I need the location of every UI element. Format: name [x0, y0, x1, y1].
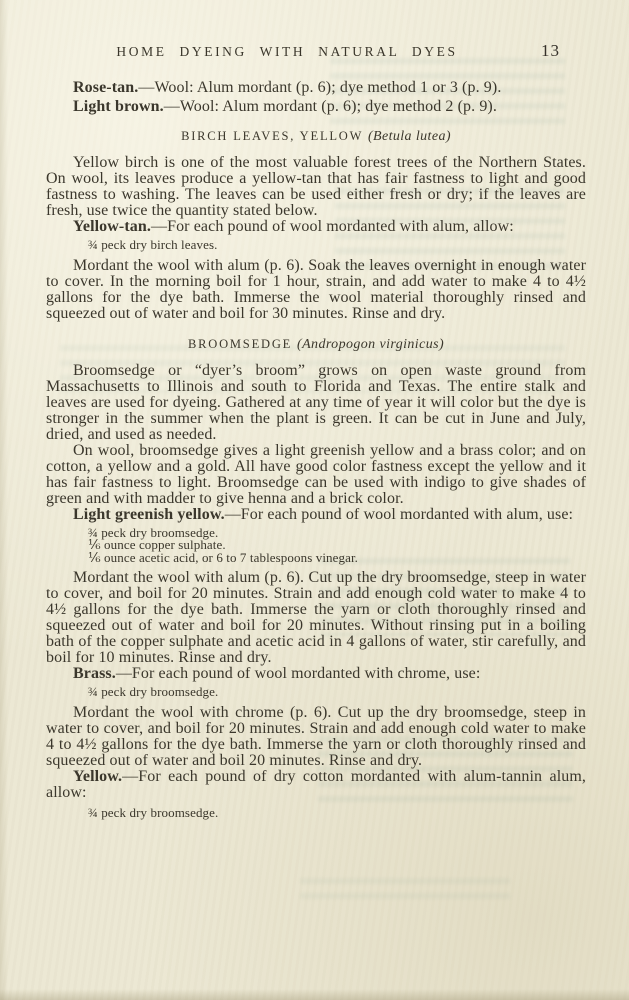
recipe-intro-text: —For each pound of wool mordanted with alum, use:: [224, 505, 574, 523]
section-heading-broomsedge: [46, 337, 586, 353]
ingredient-item: ¾ peck dry broomsedge.: [88, 804, 219, 820]
ingredient-item: ¾ peck dry broomsedge.: [88, 684, 219, 699]
broomsedge-recipe-brass: [46, 666, 586, 682]
ingredient-list-birch: [88, 239, 586, 252]
page-content: [46, 41, 586, 825]
recipe-intro-text: —For each pound of wool mordanted with chrome, use:: [115, 665, 481, 682]
ingredient-item: ¾ peck dry broomsedge.: [88, 524, 219, 540]
bleed-through-ghost-text: [300, 878, 510, 908]
running-header: [46, 41, 586, 62]
broomsedge-recipe-light-greenish-yellow: [46, 507, 586, 523]
ingredient-list-yellow: [88, 804, 586, 820]
ingredient-list-greenish-yellow: [88, 524, 586, 565]
dye-summary-list: [46, 78, 586, 116]
broomsedge-paragraph-directions-chrome: Mordant the wool with chrome (p. 6). Cut up the dry broomsedge, steep in water to cover, and boil for 20 minutes. Strain and add enough cold water to make 4 to 4½ gallons for the dye bath. Immerse the yarn or cloth thoroughly rinsed and squeezed out of water and boil 20 minutes. Rinse and dry.: [46, 703, 586, 769]
section-heading-name: BIRCH LEAVES, YELLOW: [181, 129, 364, 143]
dye-entry-light-brown: [46, 97, 586, 116]
latin-species-name: (Betula lutea): [367, 129, 451, 144]
dye-entry-text: —Wool: Alum mordant (p. 6); dye method 2 (p. 9).: [163, 98, 497, 115]
dye-color-name: Yellow-tan.: [73, 218, 151, 235]
birch-paragraph-description: Yellow birch is one of the most valuable forest trees of the Northern States. On wool, its leaves produce a yellow-tan that has fair fastness to light and good fastness to washing. The leaves can be used either fresh or dry; if the leaves are fresh, use twice the quantity stated below.: [46, 154, 586, 219]
section-heading-birch-leaves: [46, 129, 586, 145]
dye-entry-text: —Wool: Alum mordant (p. 6); dye method 1 or 3 (p. 9).: [138, 79, 502, 96]
dye-entry-rose-tan: [46, 78, 586, 97]
dye-color-name: Yellow.: [73, 767, 123, 785]
broomsedge-paragraph-description: Broomsedge or “dyer’s broom” grows on open waste ground from Massachusetts to Illinois and south to Florida and Texas. The entire stalk and leaves are used for dyeing. Gathered at any time of year it will color but the dye is stronger in the summer when the plant is green. It can be cut in June and July, dried, and used as needed.: [46, 361, 586, 443]
ingredient-item: ⅙ ounce copper sulphate.: [88, 537, 226, 552]
dye-color-name: Rose-tan.: [73, 79, 139, 96]
broomsedge-paragraph-colors: On wool, broomsedge gives a light greenish yellow and a brass color; and on cotton, a yellow and a gold. All have good color fastness except the yellow and it has fair fastness to light. Broomsedge can be used with indigo to give shades of green and with madder to give henna and a brick color.: [46, 441, 586, 507]
recipe-intro-text: —For each pound of wool mordanted with alum, allow:: [150, 218, 514, 235]
ingredient-item: ¾ peck dry birch leaves.: [88, 237, 218, 252]
dye-color-name: Light brown.: [73, 98, 164, 115]
broomsedge-recipe-yellow: [46, 769, 586, 801]
birch-paragraph-directions: Mordant the wool with alum (p. 6). Soak the leaves overnight in enough water to cover. In the morning boil for 1 hour, strain, and add water to make 4 to 4½ gallons for the dye bath. Immerse the wool material thoroughly rinsed and squeezed out of water and boil for 30 minutes. Rinse and dry.: [46, 256, 586, 322]
broomsedge-paragraph-directions-alum: Mordant the wool with alum (p. 6). Cut up the dry broomsedge, steep in water to cover, and boil for 20 minutes. Strain and add enough cold water to make 4 to 4½ gallons for the dye bath. Immerse the yarn or cloth thoroughly rinsed and squeezed out of water and boil for 20 minutes. Without rinsing put in a boiling bath of the copper sulphate and acetic acid in 4 gallons of water, stir carefully, and boil for 10 minutes. Rinse and dry.: [46, 569, 586, 666]
birch-recipe-yellow-tan: [46, 219, 586, 235]
latin-species-name: (Andropogon virginicus): [297, 336, 445, 352]
dye-color-name: Brass.: [73, 665, 116, 682]
running-header-title: HOME DYEING WITH NATURAL DYES: [116, 44, 458, 59]
ingredient-item: ⅙ ounce acetic acid, or 6 to 7 tablespoons vinegar.: [88, 549, 359, 565]
ingredient-list-brass: [88, 686, 586, 699]
page-number: 13: [541, 41, 560, 60]
dye-color-name: Light greenish yellow.: [73, 505, 225, 523]
section-heading-name: BROOMSEDGE: [187, 336, 293, 351]
recipe-intro-text: —For each pound of dry cotton mordanted with alum-tannin alum, allow:: [46, 767, 586, 801]
